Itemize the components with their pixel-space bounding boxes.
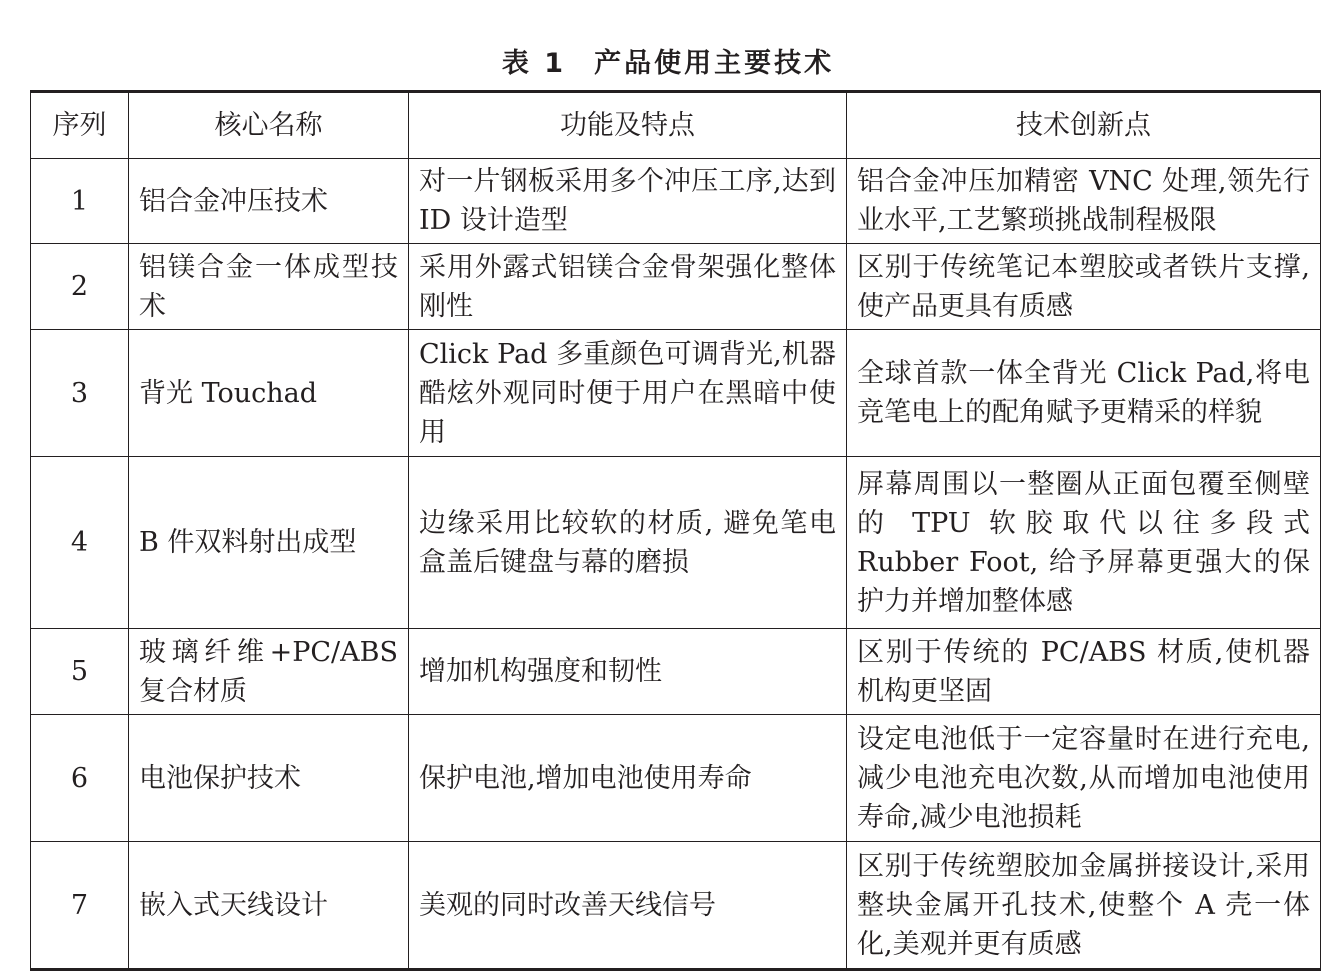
row-seq: 5 — [31, 629, 129, 715]
row-seq: 1 — [31, 159, 129, 244]
row-name: 电池保护技术 — [129, 715, 409, 842]
caption-number: 表 1 — [501, 48, 567, 79]
row-innovation: 区别于传统笔记本塑胶或者铁片支撑,使产品更具有质感 — [847, 244, 1321, 330]
table-row — [31, 159, 1321, 244]
row-name: 玻璃纤维+PC/ABS 复合材质 — [129, 629, 409, 715]
table-caption — [0, 44, 1336, 84]
row-innovation: 铝合金冲压加精密 VNC 处理,领先行业水平,工艺繁琐挑战制程极限 — [847, 159, 1321, 244]
row-seq: 6 — [31, 715, 129, 842]
header-seq: 序列 — [31, 92, 129, 159]
row-feature: 采用外露式铝镁合金骨架强化整体刚性 — [409, 244, 847, 330]
row-innovation: 全球首款一体全背光 Click Pad,将电竞笔电上的配角赋予更精采的样貌 — [847, 330, 1321, 457]
table-row — [31, 457, 1321, 629]
row-innovation: 屏幕周围以一整圈从正面包覆至侧壁的 TPU 软胶取代以往多段式 Rubber Foot, 给予屏幕更强大的保护力并增加整体感 — [847, 457, 1321, 629]
row-feature: 边缘采用比较软的材质, 避免笔电盒盖后键盘与幕的磨损 — [409, 457, 847, 629]
table-header-row — [31, 92, 1321, 159]
row-feature: 保护电池,增加电池使用寿命 — [409, 715, 847, 842]
row-innovation: 区别于传统塑胶加金属拼接设计,采用整块金属开孔技术,使整个 A 壳一体化,美观并更有质感 — [847, 842, 1321, 970]
table-row — [31, 629, 1321, 715]
table-row — [31, 842, 1321, 970]
row-innovation: 设定电池低于一定容量时在进行充电,减少电池充电次数,从而增加电池使用寿命,减少电池损耗 — [847, 715, 1321, 842]
header-feature: 功能及特点 — [409, 92, 847, 159]
technology-table — [30, 90, 1321, 971]
row-name: 嵌入式天线设计 — [129, 842, 409, 970]
row-seq: 7 — [31, 842, 129, 970]
table-row — [31, 330, 1321, 457]
header-name: 核心名称 — [129, 92, 409, 159]
table-row — [31, 244, 1321, 330]
row-name: 铝合金冲压技术 — [129, 159, 409, 244]
row-feature: 对一片钢板采用多个冲压工序,达到 ID 设计造型 — [409, 159, 847, 244]
table-row — [31, 715, 1321, 842]
row-feature: Click Pad 多重颜色可调背光,机器酷炫外观同时便于用户在黑暗中使用 — [409, 330, 847, 457]
row-name: 背光 Touchad — [129, 330, 409, 457]
row-innovation: 区别于传统的 PC/ABS 材质,使机器机构更坚固 — [847, 629, 1321, 715]
caption-title: 产品使用主要技术 — [594, 48, 835, 79]
row-name: B 件双料射出成型 — [129, 457, 409, 629]
row-feature: 增加机构强度和韧性 — [409, 629, 847, 715]
row-feature: 美观的同时改善天线信号 — [409, 842, 847, 970]
row-seq: 3 — [31, 330, 129, 457]
row-name: 铝镁合金一体成型技术 — [129, 244, 409, 330]
row-seq: 2 — [31, 244, 129, 330]
header-innovation: 技术创新点 — [847, 92, 1321, 159]
row-seq: 4 — [31, 457, 129, 629]
